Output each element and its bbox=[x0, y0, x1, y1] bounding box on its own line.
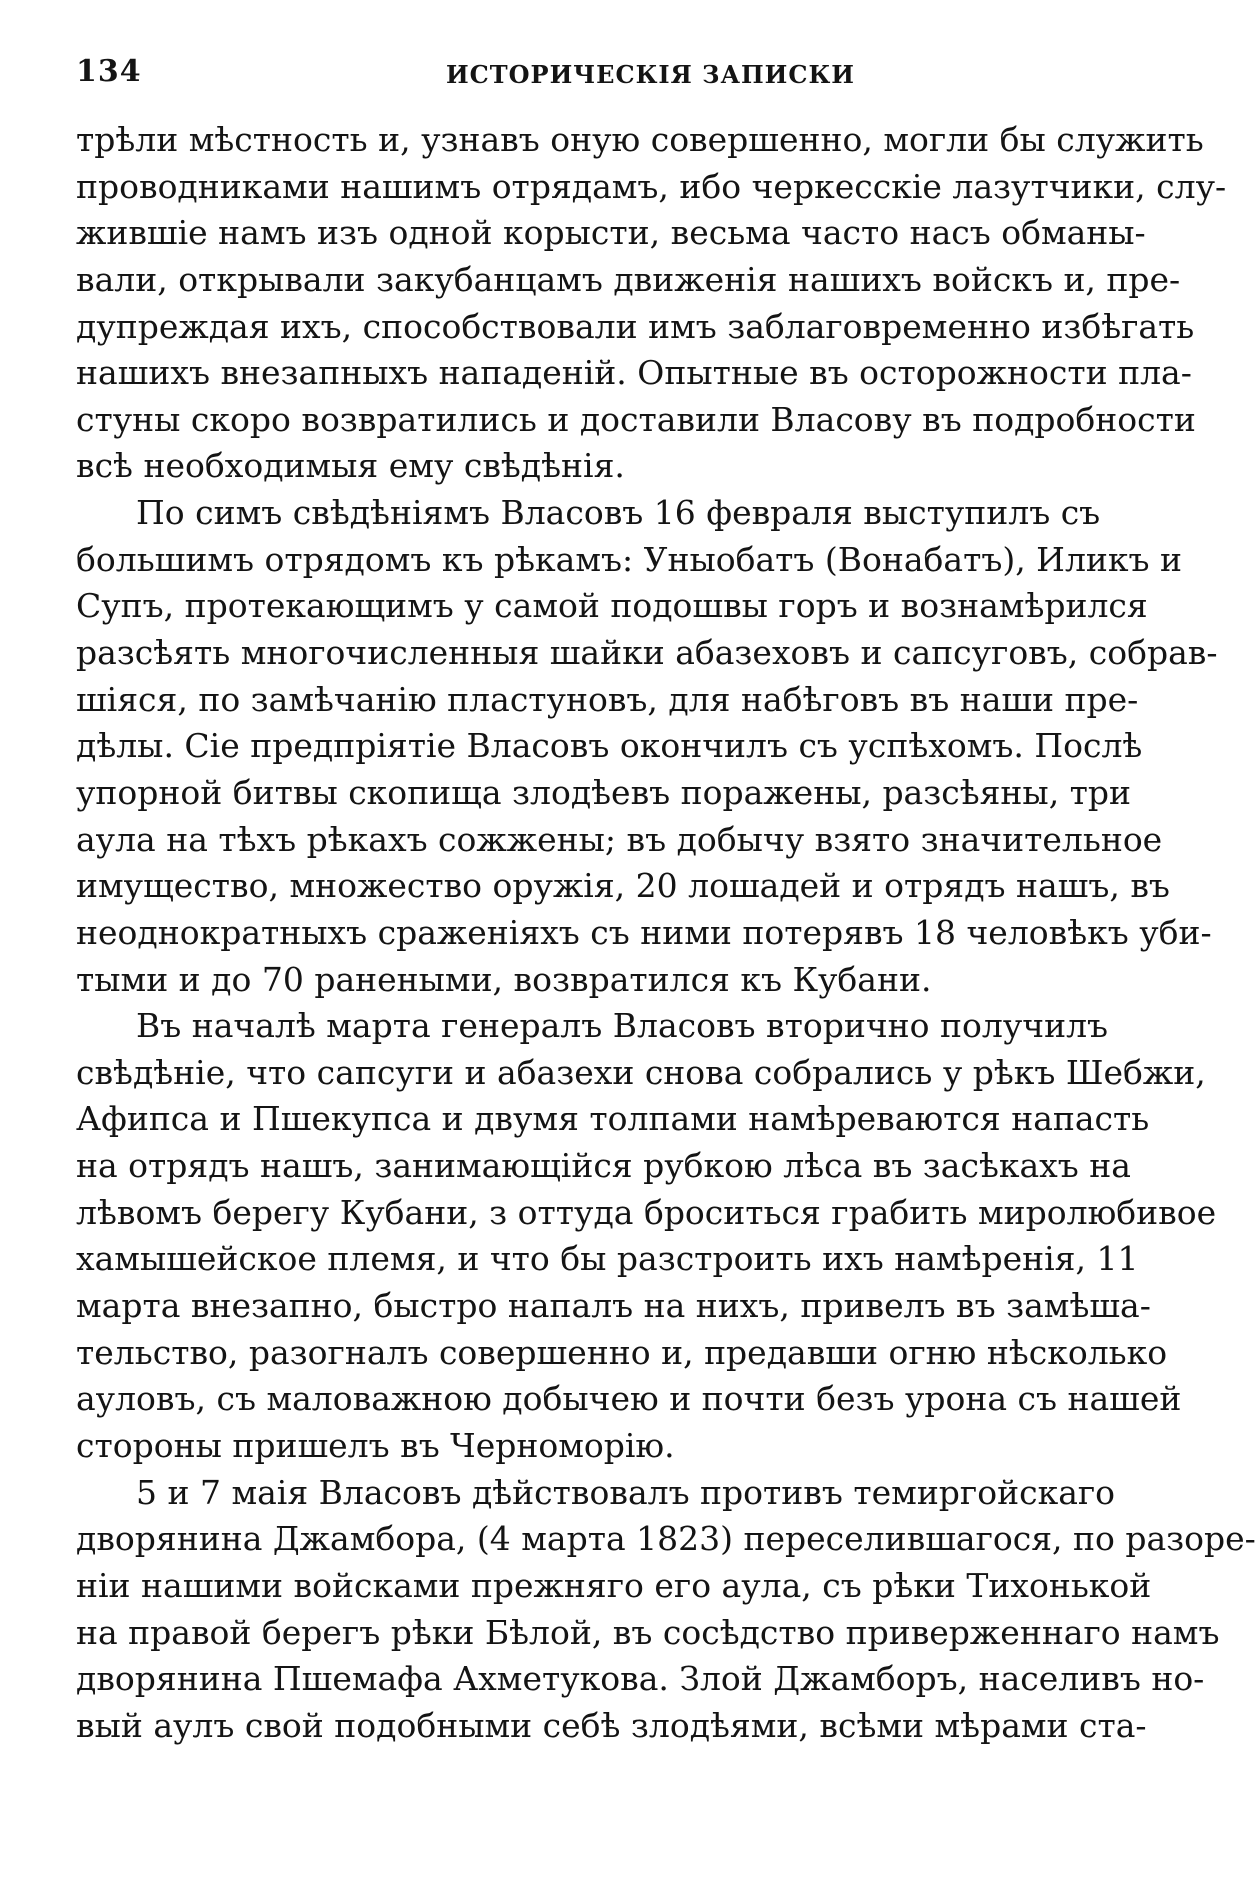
text-line: 5 и 7 маія Власовъ дѣйствовалъ противъ темиргойскаго bbox=[136, 1472, 1116, 1512]
text-line: неоднократныхъ сраженіяхъ съ ними потерявъ 18 человѣкъ уби- bbox=[76, 912, 1212, 952]
text-line: имущество, множество оружія, 20 лошадей и отрядъ нашъ, въ bbox=[76, 866, 1170, 906]
text-line: марта внезапно, быстро напалъ на нихъ, привелъ въ замѣша- bbox=[76, 1286, 1151, 1326]
body-text bbox=[76, 117, 1256, 1749]
text-line: вый аулъ свой подобными себѣ злодѣями, всѣми мѣрами ста- bbox=[76, 1705, 1147, 1745]
text-line: упорной битвы скопища злодѣевъ поражены, разсѣяны, три bbox=[76, 772, 1132, 812]
page-header bbox=[76, 48, 1082, 98]
text-line: аула на тѣхъ рѣкахъ сожжены; въ добычу взято значительное bbox=[76, 819, 1163, 859]
paragraph bbox=[76, 117, 1227, 490]
paragraph bbox=[76, 1470, 1256, 1750]
text-line: Супъ, протекающимъ у самой подошвы горъ и вознамѣрился bbox=[76, 586, 1148, 626]
text-line: лѣвомъ берегу Кубани, з оттуда броситься грабить миролюбивое bbox=[76, 1192, 1217, 1232]
text-line: ніи нашими войсками прежняго его аула, съ рѣки Тихонькой bbox=[76, 1565, 1152, 1605]
paragraph bbox=[76, 1003, 1217, 1469]
text-line: свѣдѣніе, что сапсуги и абазехи снова собрались у рѣкъ Шебжи, bbox=[76, 1052, 1206, 1092]
text-line: на отрядъ нашъ, занимающійся рубкою лѣса въ засѣкахъ на bbox=[76, 1146, 1131, 1186]
running-title: ИСТОРИЧЕСКІЯ ЗАПИСКИ bbox=[446, 60, 855, 89]
text-line: Афипса и Пшекупса и двумя толпами намѣреваются напасть bbox=[76, 1099, 1150, 1139]
text-line: Въ началѣ марта генералъ Власовъ вторично получилъ bbox=[136, 1006, 1109, 1046]
text-line: шіяся, по замѣчанію пластуновъ, для набѣговъ въ наши пре- bbox=[76, 679, 1139, 719]
text-line: дѣлы. Сіе предпріятіе Власовъ окончилъ съ успѣхомъ. Послѣ bbox=[76, 726, 1143, 766]
paragraph bbox=[76, 490, 1218, 1003]
text-line: разсѣять многочисленныя шайки абазеховъ и сапсуговъ, собрав- bbox=[76, 633, 1218, 673]
text-line: трѣли мѣстность и, узнавъ оную совершенно, могли бы служить bbox=[76, 120, 1204, 159]
text-line: стороны пришелъ въ Черноморію. bbox=[76, 1425, 675, 1465]
page-number: 134 bbox=[76, 54, 142, 89]
text-line: тельство, разогналъ совершенно и, предавши огню нѣсколько bbox=[76, 1332, 1168, 1372]
text-line: дупреждая ихъ, способствовали имъ заблаговременно избѣгать bbox=[76, 306, 1195, 346]
text-line: По симъ свѣдѣніямъ Власовъ 16 февраля выступилъ съ bbox=[136, 493, 1101, 533]
text-line: всѣ необходимыя ему свѣдѣнія. bbox=[76, 446, 625, 486]
text-line: дворянина Пшемафа Ахметукова. Злой Джамборъ, населивъ но- bbox=[76, 1659, 1205, 1699]
text-line: стуны скоро возвратились и доставили Власову въ подробности bbox=[76, 399, 1196, 439]
text-line: ауловъ, съ маловажною добычею и почти безъ урона съ нашей bbox=[76, 1379, 1182, 1419]
text-line: дворянина Джамбора, (4 марта 1823) переселившагося, по разоре- bbox=[76, 1519, 1256, 1559]
text-line: проводниками нашимъ отрядамъ, ибо черкесскіе лазутчики, слу- bbox=[76, 166, 1227, 206]
text-line: нашихъ внезапныхъ нападеній. Опытные въ осторожности пла- bbox=[76, 353, 1192, 393]
text-line: тыми и до 70 ранеными, возвратился къ Кубани. bbox=[76, 959, 932, 999]
text-line: жившіе намъ изъ одной корысти, весьма часто насъ обманы- bbox=[76, 213, 1146, 253]
text-line: хамышейское племя, и что бы разстроить ихъ намѣренія, 11 bbox=[76, 1239, 1139, 1279]
text-line: большимъ отрядомъ къ рѣкамъ: Уныобатъ (Вонабатъ), Иликъ и bbox=[76, 539, 1183, 579]
text-line: вали, открывали закубанцамъ движенія нашихъ войскъ и, пре- bbox=[76, 259, 1181, 299]
text-line: на правой берегъ рѣки Бѣлой, въ сосѣдство приверженнаго намъ bbox=[76, 1612, 1220, 1652]
